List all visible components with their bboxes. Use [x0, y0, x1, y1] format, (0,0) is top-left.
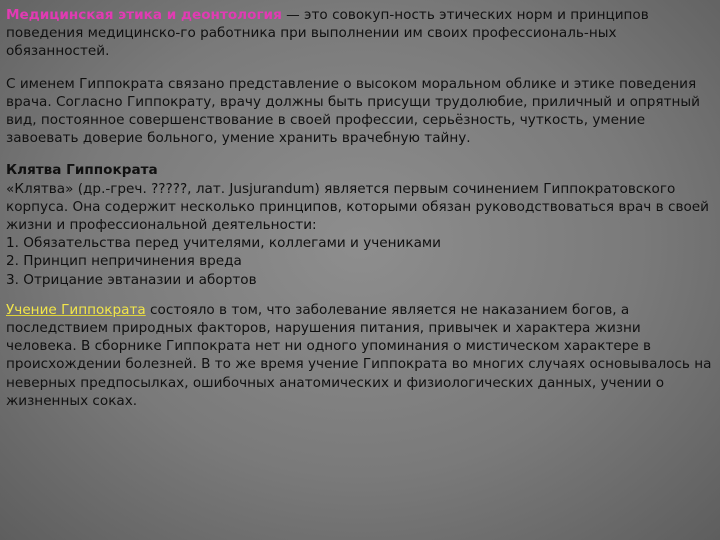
teaching-paragraph: [6, 301, 712, 410]
teaching-term: Учение Гиппократа: [6, 301, 146, 318]
oath-item-2: 2. Принцип непричинения вреда: [6, 253, 242, 270]
hippocrates-paragraph: С именем Гиппократа связано представление о высоком моральном облике и этике поведения врача. Согласно Гиппократу, врачу должны быть присущи трудолюбие, приличный и опрятный вид, постоянное совершенствование в своей профессии, серьёзность, чуткость, умение завоевать доверие больного, умение хранить врачебную тайну.: [6, 75, 700, 147]
definition-term: Медицинская этика и деонтология: [6, 7, 282, 23]
definition-text: — это совокуп-ность этических норм и принципов поведения медицинско-го работника при выполнении им своих профессиональ-ных обязанностей.: [6, 7, 649, 60]
teaching-text: состояло в том, что заболевание является не наказанием богов, а последствием природных факторов, нарушения питания, привычек и характера жизни человека. В сборнике Гиппократа нет ни одного упоминания о мистическом характере в происхождении болезней. В то же время учение Гиппократа во многих случаях основывалось на неверных предпосылках, ошибочных анатомических и физиологических данных, учении о жизненных соках.: [6, 301, 712, 409]
oath-section: [6, 161, 712, 288]
oath-item-3: 3. Отрицание эвтаназии и абортов: [6, 271, 257, 288]
definition-paragraph: [6, 6, 712, 61]
oath-heading: Клятва Гиппократа: [6, 162, 158, 179]
slide-content: [6, 6, 712, 410]
oath-text: «Клятва» (др.-греч. ?????, лат. Jusjurandum) является первым сочинением Гиппократовского корпуса. Она содержит несколько принципов, которыми обязан руководствоваться врач в своей жизни и профессиональной деятельности:: [6, 180, 709, 234]
oath-item-1: 1. Обязательства перед учителями, коллегами и учениками: [6, 235, 441, 252]
